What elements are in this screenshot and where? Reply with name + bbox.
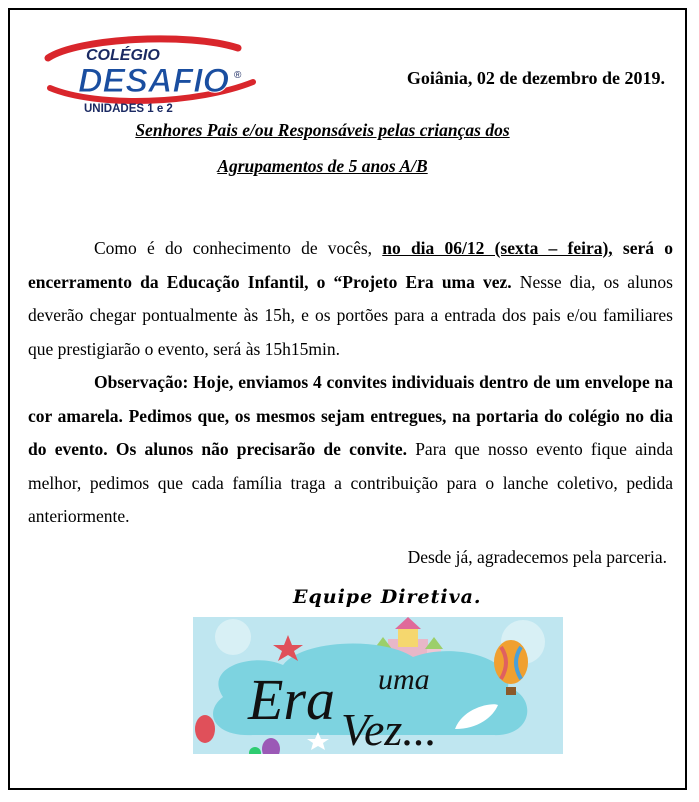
banner-word-vez: Vez... [341, 704, 437, 754]
banner-word-era: Era [248, 667, 335, 732]
p2-rest: Para que nosso evento fique ainda melhor, pedimos que cada família traga a contribuição para o lanche coletivo, pedida anteriormente. [28, 439, 673, 526]
paragraph-1 [28, 232, 673, 366]
p2-bold: Observação: Hoje, enviamos 4 convites individuais dentro de um envelope na cor amarela. Pedimos que, os mesmos sejam entregues, na portaria do colégio no dia do evento. Os alunos não precisarão de convite. [28, 372, 673, 459]
logo-line3: UNIDADES 1 e 2 [84, 103, 173, 115]
letter-date: Goiânia, 02 de dezembro de 2019. [406, 68, 665, 88]
logo-line2: DESAFIO [78, 62, 230, 100]
signature: Equipe Diretiva. [293, 586, 482, 608]
logo-registered: ® [234, 70, 242, 81]
heading-line2: Agrupamentos de 5 anos A/B [217, 156, 428, 176]
heading-line1: Senhores Pais e/ou Responsáveis pelas crianças dos [135, 120, 510, 140]
banner-word-uma: uma [378, 663, 430, 696]
p1-end: Nesse dia, os alunos deverão chegar pontualmente às 15h, e os portões para a entrada dos pais e/ou familiares que prestigiarão o evento, será às 15h15min. [28, 271, 673, 359]
paragraph-2 [28, 366, 673, 534]
p1-date: no dia 06/12 (sexta – feira), [382, 238, 613, 258]
era-uma-vez-banner [193, 617, 563, 754]
thanks-line: Desde já, agradecemos pela parceria. [407, 547, 667, 567]
letter-body [28, 232, 673, 534]
p1-mid: será o encerramento da Educação Infantil, o “Projeto Era uma vez. [28, 238, 673, 292]
document-page [8, 8, 687, 790]
logo-line1: COLÉGIO [86, 47, 160, 64]
balloon-icon [195, 715, 215, 743]
colegio-desafio-logo [38, 30, 268, 120]
p1-start: Como é do conhecimento de vocês, [94, 238, 383, 258]
